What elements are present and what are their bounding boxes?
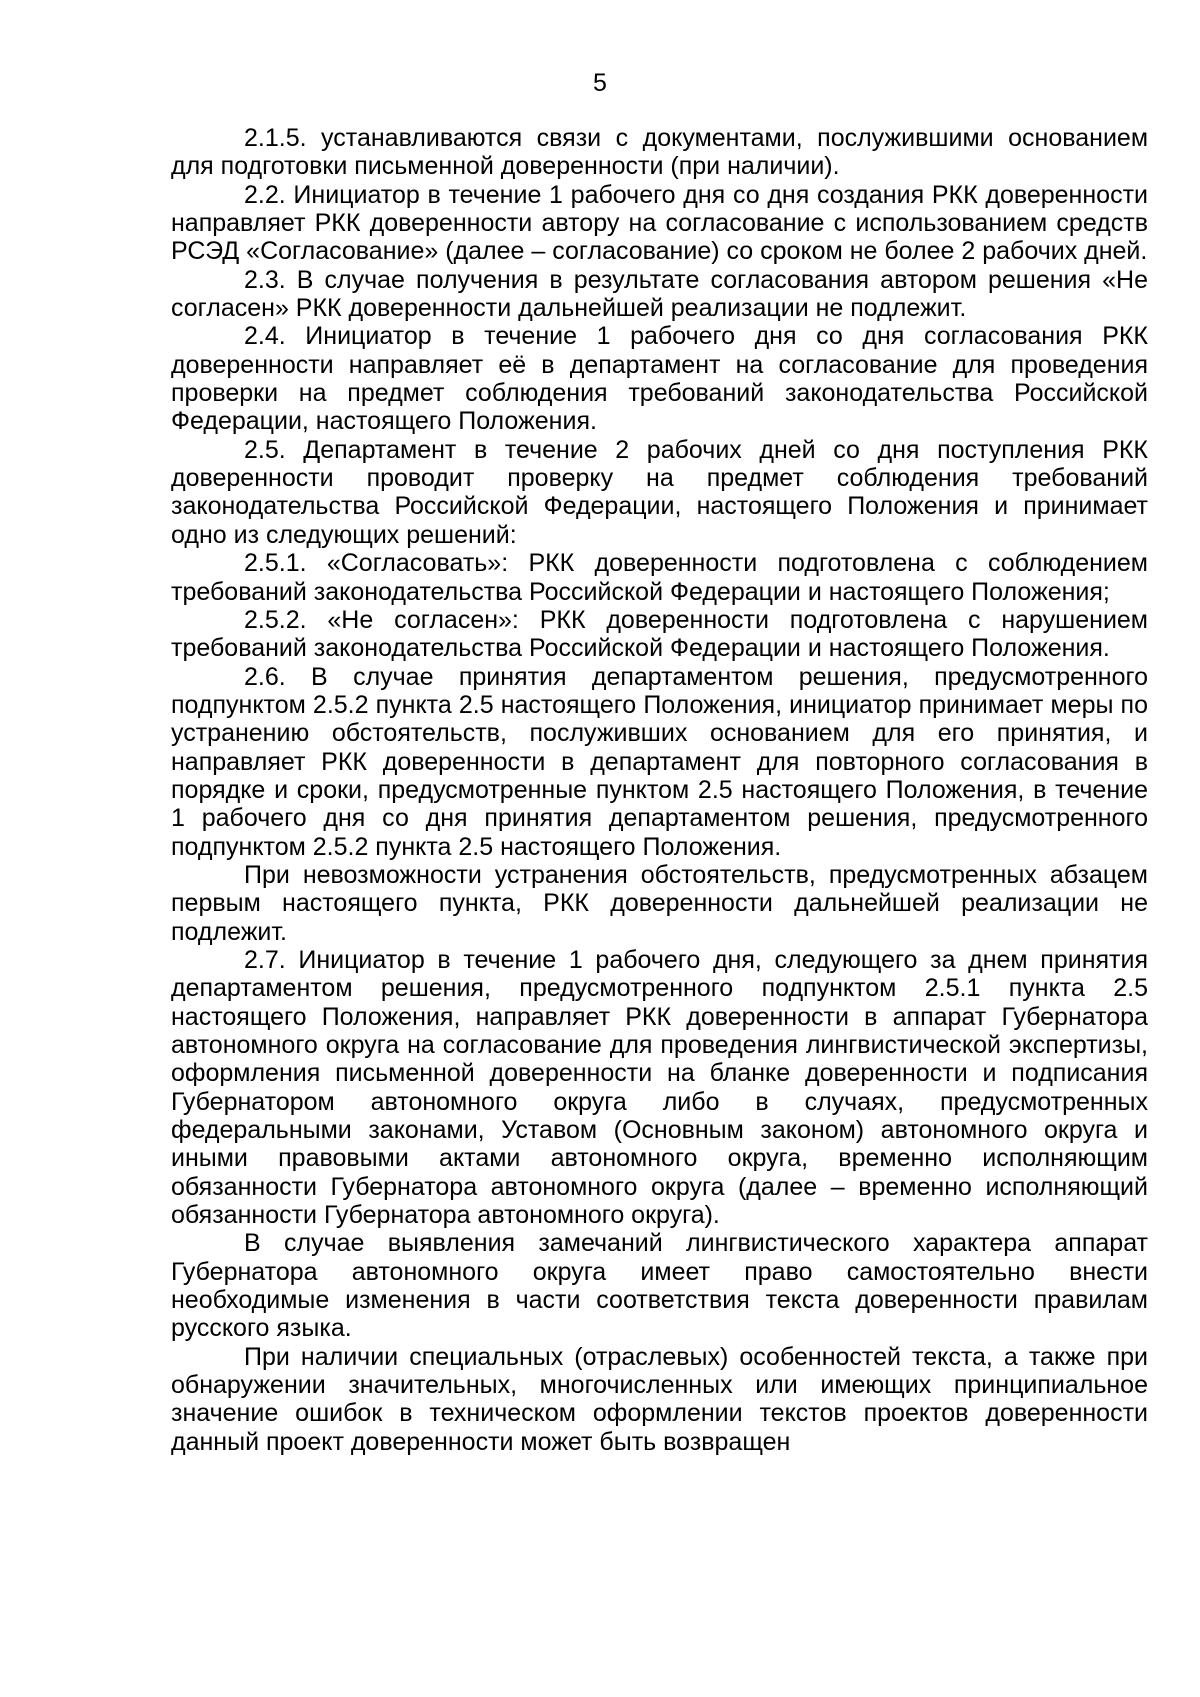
paragraph-2-7-second: В случае выявления замечаний лингвистического характера аппарат Губернатора автономного округа имеет право самостоятельно внести необходимые изменения в части соответствия текста доверенности правилам русского языка. [171,1229,1148,1343]
paragraph-2-2: 2.2. Инициатор в течение 1 рабочего дня со дня создания РКК доверенности направляет РКК доверенности автору на согласование с использованием средств РСЭД «Согласование» (далее – согласование) со сроком не более 2 рабочих дней. [171,180,1148,266]
paragraph-2-5: 2.5. Департамент в течение 2 рабочих дней со дня поступления РКК доверенности проводит проверку на предмет соблюдения требований законодательства Российской Федерации, настоящего Положения и принимает одно из следующих решений: [171,435,1148,549]
paragraph-2-5-2: 2.5.2. «Не согласен»: РКК доверенности подготовлена с нарушением требований законодательства Российской Федерации и настоящего Положения. [171,605,1148,663]
paragraph-2-5-1: 2.5.1. «Согласовать»: РКК доверенности подготовлена с соблюдением требований законодательства Российской Федерации и настоящего Положения; [171,549,1148,606]
paragraph-2-6: 2.6. В случае принятия департаментом решения, предусмотренного подпунктом 2.5.2 пункта 2.5 настоящего Положения, инициатор принимает меры по устранению обстоятельств, послуживших основанием для его принятия, и направляет РКК доверенности в департамент для повторного согласования в порядке и сроки, предусмотренные пунктом 2.5 настоящего Положения, в течение 1 рабочего дня со дня принятия департаментом решения, предусмотренного подпунктом 2.5.2 пункта 2.5 настоящего Положения. [171,662,1148,861]
paragraph-2-7-third: При наличии специальных (отраслевых) особенностей текста, а также при обнаружении значительных, многочисленных или имеющих принципиальное значение ошибок в техническом оформлении текстов проектов доверенности данный проект доверенности может быть возвращен [171,1342,1148,1456]
paragraph-2-1-5: 2.1.5. устанавливаются связи с документами, послужившими основанием для подготовки письменной доверенности (при наличии). [171,124,1148,181]
paragraph-2-6-second: При невозможности устранения обстоятельств, предусмотренных абзацем первым настоящего пункта, РКК доверенности дальнейшей реализации не подлежит. [171,860,1148,946]
document-body [171,124,1148,1456]
paragraph-2-3: 2.3. В случае получения в результате согласования автором решения «Не согласен» РКК доверенности дальнейшей реализации не подлежит. [171,265,1148,323]
paragraph-2-4: 2.4. Инициатор в течение 1 рабочего дня со дня согласования РКК доверенности направляет её в департамент на согласование для проведения проверки на предмет соблюдения требований законодательства Российской Федерации, настоящего Положения. [171,322,1148,436]
paragraph-2-7: 2.7. Инициатор в течение 1 рабочего дня, следующего за днем принятия департаментом решения, предусмотренного подпунктом 2.5.1 пункта 2.5 настоящего Положения, направляет РКК доверенности в аппарат Губернатора автономного округа на согласование для проведения лингвистической экспертизы, оформления письменной доверенности на бланке доверенности и подписания Губернатором автономного округа либо в случаях, предусмотренных федеральными законами, Уставом (Основным законом) автономного округа и иными правовыми актами автономного округа, временно исполняющим обязанности Губернатора автономного округа (далее – временно исполняющий обязанности Губернатора автономного округа). [171,945,1148,1230]
page-number: 5 [593,69,607,97]
